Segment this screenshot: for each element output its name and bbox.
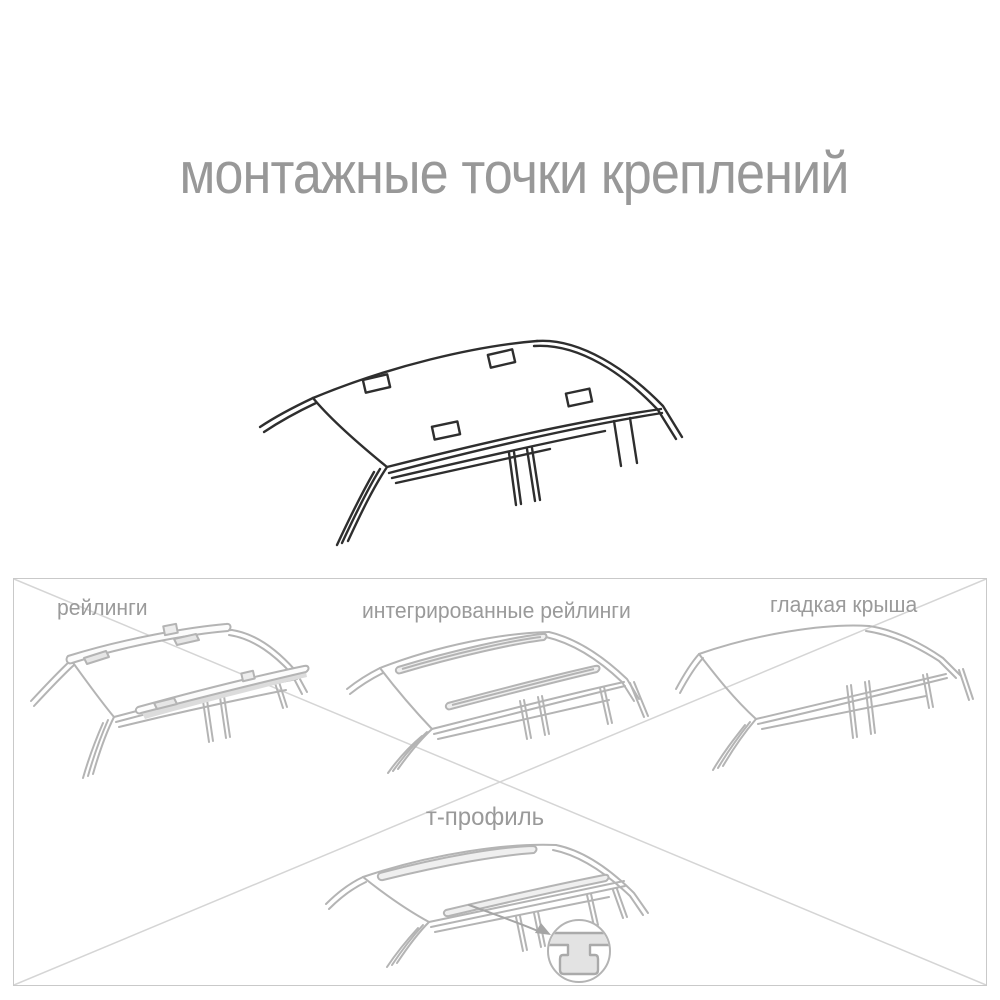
label-integrated-railings: интегрированные рейлинги: [362, 598, 631, 623]
integrated-railings-roof-drawing: [334, 627, 674, 832]
main-roof-outline: [260, 341, 682, 545]
label-railings: рейлинги: [57, 595, 148, 620]
mounting-point-markers: [363, 349, 592, 439]
main-roof-mounting-points-drawing: [230, 320, 730, 565]
t-profile-roof-drawing: [284, 831, 714, 986]
t-profile-cross-section-icon: [546, 920, 612, 982]
mounting-types-panel: [13, 578, 987, 986]
mounting-point-marker: [566, 389, 592, 407]
mounting-point-marker: [432, 421, 460, 439]
page-title: монтажные точки креплений: [179, 141, 849, 206]
raised-rails: [67, 624, 309, 719]
railings-roof-drawing: [16, 611, 336, 821]
label-smooth-roof: гладкая крыша: [770, 592, 918, 617]
smooth-roof-drawing: [671, 604, 986, 804]
label-t-profile: т-профиль: [425, 803, 545, 831]
mounting-point-marker: [488, 349, 515, 367]
